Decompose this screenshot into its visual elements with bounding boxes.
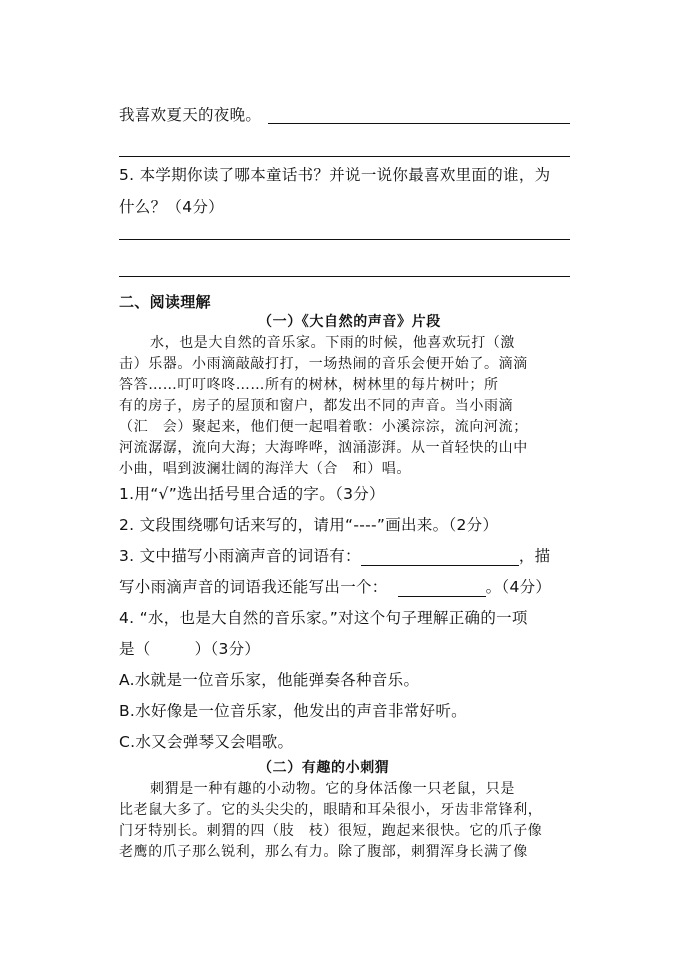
question-3-line-1 [119,546,550,566]
option-c: C.水又会弹琴又会唱歌。 [119,733,294,751]
passage-1-line: 答答……叮叮咚咚……所有的树林，树林里的每片树叶；所 [119,377,499,393]
question-3-text-c: 写小雨滴声音的词语我还能写出一个： [119,578,388,596]
passage-2-title: （二）有趣的小刺猬 [258,760,390,776]
question-3-text-d: 。（4分） [485,578,552,596]
question-4-line-2 [119,639,260,659]
question-3-text-a: 3. 文中描写小雨滴声音的词语有： [119,547,361,565]
passage-1-line: （汇 会）聚起来，他们便一起唱着歌：小溪淙淙，流向河流； [119,419,528,435]
passage-1-line: 水，也是大自然的音乐家。下雨的时候，他喜欢玩打（激 [150,335,515,351]
answer-blank[interactable] [361,549,519,566]
question-1: 1.用“√”选出括号里合适的字。（3分） [119,485,385,503]
passage-2-line: 刺猬是一种有趣的小动物。它的身体活像一只老鼠，只是 [150,781,515,797]
question-5-line-2: 什么？（4分） [119,198,224,216]
summer-prompt-text: 我喜欢夏天的夜晚。 [119,106,262,124]
passage-1-line: 击）乐器。小雨滴敲敲打打，一场热闹的音乐会便开始了。滴滴 [119,356,528,372]
question-3-text-b: ，描 [518,547,551,565]
question-5-line-1: 5. 本学期你读了哪本童话书？并说一说你最喜欢里面的谁，为 [119,166,551,184]
passage-1-line: 小曲，唱到波澜壮阔的海洋大（合 和）唱。 [119,461,411,477]
question-4-text-a: 是（ [119,640,151,658]
passage-2-line: 门牙特别长。刺猬的四（肢 枝）很短，跑起来很快。它的爪子像 [119,823,543,839]
question-4-text-b: ）（3分） [194,640,261,658]
question-4-line-1: 4. “水，也是大自然的音乐家。”对这个句子理解正确的一项 [119,609,528,627]
answer-line[interactable] [268,123,570,124]
passage-1-line: 有的房子，房子的屋顶和窗户，都发出不同的声音。当小雨滴 [119,398,514,414]
option-a: A.水就是一位音乐家，他能弹奏各种音乐。 [119,671,420,689]
passage-1-line: 河流潺潺，流向大海；大海哗哗，汹涌澎湃。从一首轻快的山中 [119,440,528,456]
answer-line[interactable] [119,239,570,240]
passage-2-line: 老鹰的爪子那么锐利，那么有力。除了腹部，刺猬浑身长满了像 [119,844,528,860]
section-heading: 二、阅读理解 [119,293,211,311]
passage-2-line: 比老鼠大多了。它的头尖尖的，眼睛和耳朵很小，牙齿非常锋利， [119,802,543,818]
passage-1-title: （一）《大自然的声音》片段 [258,314,441,330]
answer-blank[interactable] [398,580,486,597]
answer-line[interactable] [119,156,570,157]
answer-line[interactable] [119,276,570,277]
question-2: 2. 文段围绕哪句话来写的，请用“----”画出来。（2分） [119,516,499,534]
option-b: B.水好像是一位音乐家，他发出的声音非常好听。 [119,702,467,720]
question-3-line-2 [119,577,551,597]
